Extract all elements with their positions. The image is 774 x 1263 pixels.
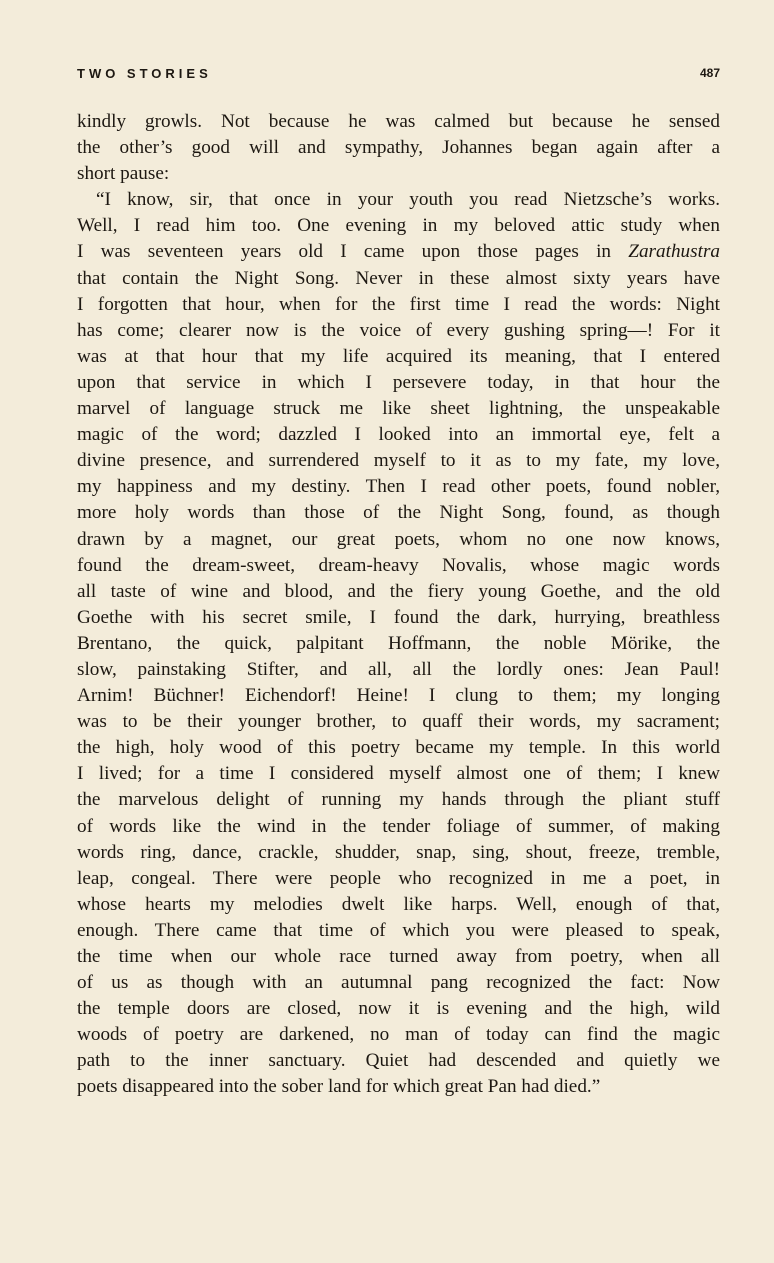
text-line: poets disappeared into the sober land for which great Pan had died.” [77, 1076, 601, 1098]
text-line: Brentano, the quick, palpitant Hoffmann, the noble Mörike, the [77, 632, 720, 654]
text-line: the other’s good will and sympathy, Johannes began again after a [77, 137, 720, 159]
text-line: enough. There came that time of which you were pleased to speak, [77, 919, 720, 941]
text-line: the marvelous delight of running my hands through the pliant stuff [77, 789, 720, 811]
text-line: divine presence, and surrendered myself to it as to my fate, my love, [77, 450, 720, 472]
text-line: whose hearts my melodies dwelt like harps. Well, enough of that, [77, 893, 720, 915]
text-line: I lived; for a time I considered myself almost one of them; I knew [77, 763, 720, 785]
text-line: the temple doors are closed, now it is evening and the high, wild [77, 998, 720, 1020]
text-line: woods of poetry are darkened, no man of today can find the magic [77, 1024, 720, 1046]
running-title: TWO STORIES [77, 66, 212, 81]
text-fragment: I was seventeen years old I came upon those pages in [77, 241, 612, 263]
text-line: kindly growls. Not because he was calmed but because he sensed [77, 111, 720, 132]
text-line: has come; clearer now is the voice of every gushing spring—! For it [77, 319, 720, 341]
text-line: slow, painstaking Stifter, and all, all the lordly ones: Jean Paul! [77, 658, 720, 680]
text-line: the time when our whole race turned away from poetry, when all [77, 946, 720, 967]
text-line: words ring, dance, crackle, shudder, snap, sing, shout, freeze, tremble, [77, 841, 720, 863]
text-line: Arnim! Büchner! Eichendorf! Heine! I clung to them; my longing [77, 685, 720, 707]
text-line: upon that service in which I persevere today, in that hour the [77, 371, 720, 393]
text-line: of words like the wind in the tender foliage of summer, of making [77, 815, 720, 837]
text-line: was to be their younger brother, to quaff their words, my sacrament; [77, 711, 720, 733]
text-line: Goethe with his secret smile, I found the dark, hurrying, breathless [77, 606, 720, 628]
text-line: marvel of language struck me like sheet lightning, the unspeakable [77, 398, 720, 420]
text-line: Well, I read him too. One evening in my beloved attic study when [77, 215, 720, 237]
text-line: my happiness and my destiny. Then I read other poets, found nobler, [77, 476, 720, 498]
text-line: magic of the word; dazzled I looked into an immortal eye, felt a [77, 424, 720, 446]
text-line: all taste of wine and blood, and the fiery young Goethe, and the old [77, 580, 720, 602]
running-head [77, 66, 720, 86]
text-line: leap, congeal. There were people who recognized in me a poet, in [77, 867, 720, 889]
book-title-italic: Zarathustra [628, 241, 720, 263]
text-line: “I know, sir, that once in your youth you read Nietzsche’s works. [96, 189, 720, 211]
body-text [77, 109, 720, 1101]
text-line: was at that hour that my life acquired its meaning, that I entered [77, 345, 720, 367]
text-line: path to the inner sanctuary. Quiet had descended and quietly we [77, 1050, 720, 1072]
text-line: found the dream-sweet, dream-heavy Novalis, whose magic words [77, 554, 720, 576]
text-line: of us as though with an autumnal pang recognized the fact: Now [77, 972, 720, 994]
text-line: the high, holy wood of this poetry became my temple. In this world [77, 737, 720, 759]
text-line [77, 239, 720, 265]
text-line: that contain the Night Song. Never in these almost sixty years have [77, 267, 720, 289]
text-line: more holy words than those of the Night Song, found, as though [77, 502, 720, 524]
text-line: drawn by a magnet, our great poets, whom no one now knows, [77, 528, 720, 550]
text-line: I forgotten that hour, when for the first time I read the words: Night [77, 293, 720, 315]
text-line: short pause: [77, 163, 170, 185]
page-number: 487 [699, 66, 720, 80]
